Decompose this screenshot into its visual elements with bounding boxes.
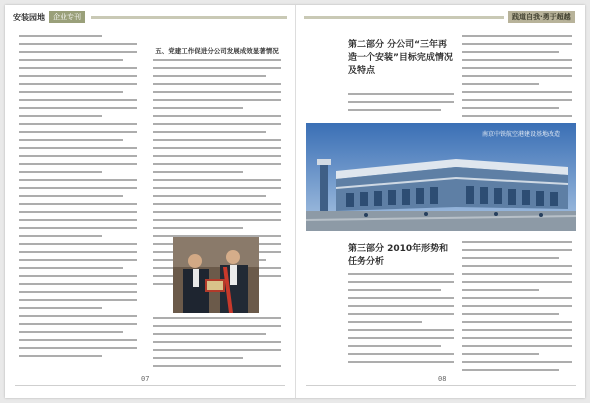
right-page-number: 08 [438,375,447,383]
building-photo-image [306,123,576,231]
right-header [304,11,578,25]
left-footer-rule [15,385,285,386]
right-footer-rule [306,385,576,386]
building-photo [306,123,576,231]
part-three-title: 第三部分 2010年形势和任务分析 [348,244,449,267]
right-page [295,5,585,398]
part-three-heading [348,243,454,269]
left-page-number: 07 [141,375,150,383]
award-photo [173,237,259,313]
right-column-upper [462,35,572,131]
left-header-bar [91,16,287,19]
photo-caption: 南京中铁航空港建设基地改造 [482,131,561,138]
part-two-text [348,93,454,117]
left-page [5,5,295,398]
left-article-title: 五、党建工作促进分公司发展成效显著情况 [155,47,279,55]
right-header-bar [304,16,504,19]
part-three-text [348,273,454,369]
part-two-heading [348,39,454,78]
left-header-tag: 企业专刊 [49,11,85,23]
magazine-spread [5,5,585,398]
right-header-title: 践道自我·勇于超越 [508,11,575,23]
left-column-text [19,35,137,363]
left-header-title: 安装园地 [13,13,45,22]
right-column-lower [462,241,572,377]
award-photo-image [173,237,259,313]
part-two-title: 第二部分 分公司“三年再造一个安装”目标完成情况及特点 [348,40,453,76]
left-header [13,11,287,25]
left-article-bottom [153,317,281,373]
